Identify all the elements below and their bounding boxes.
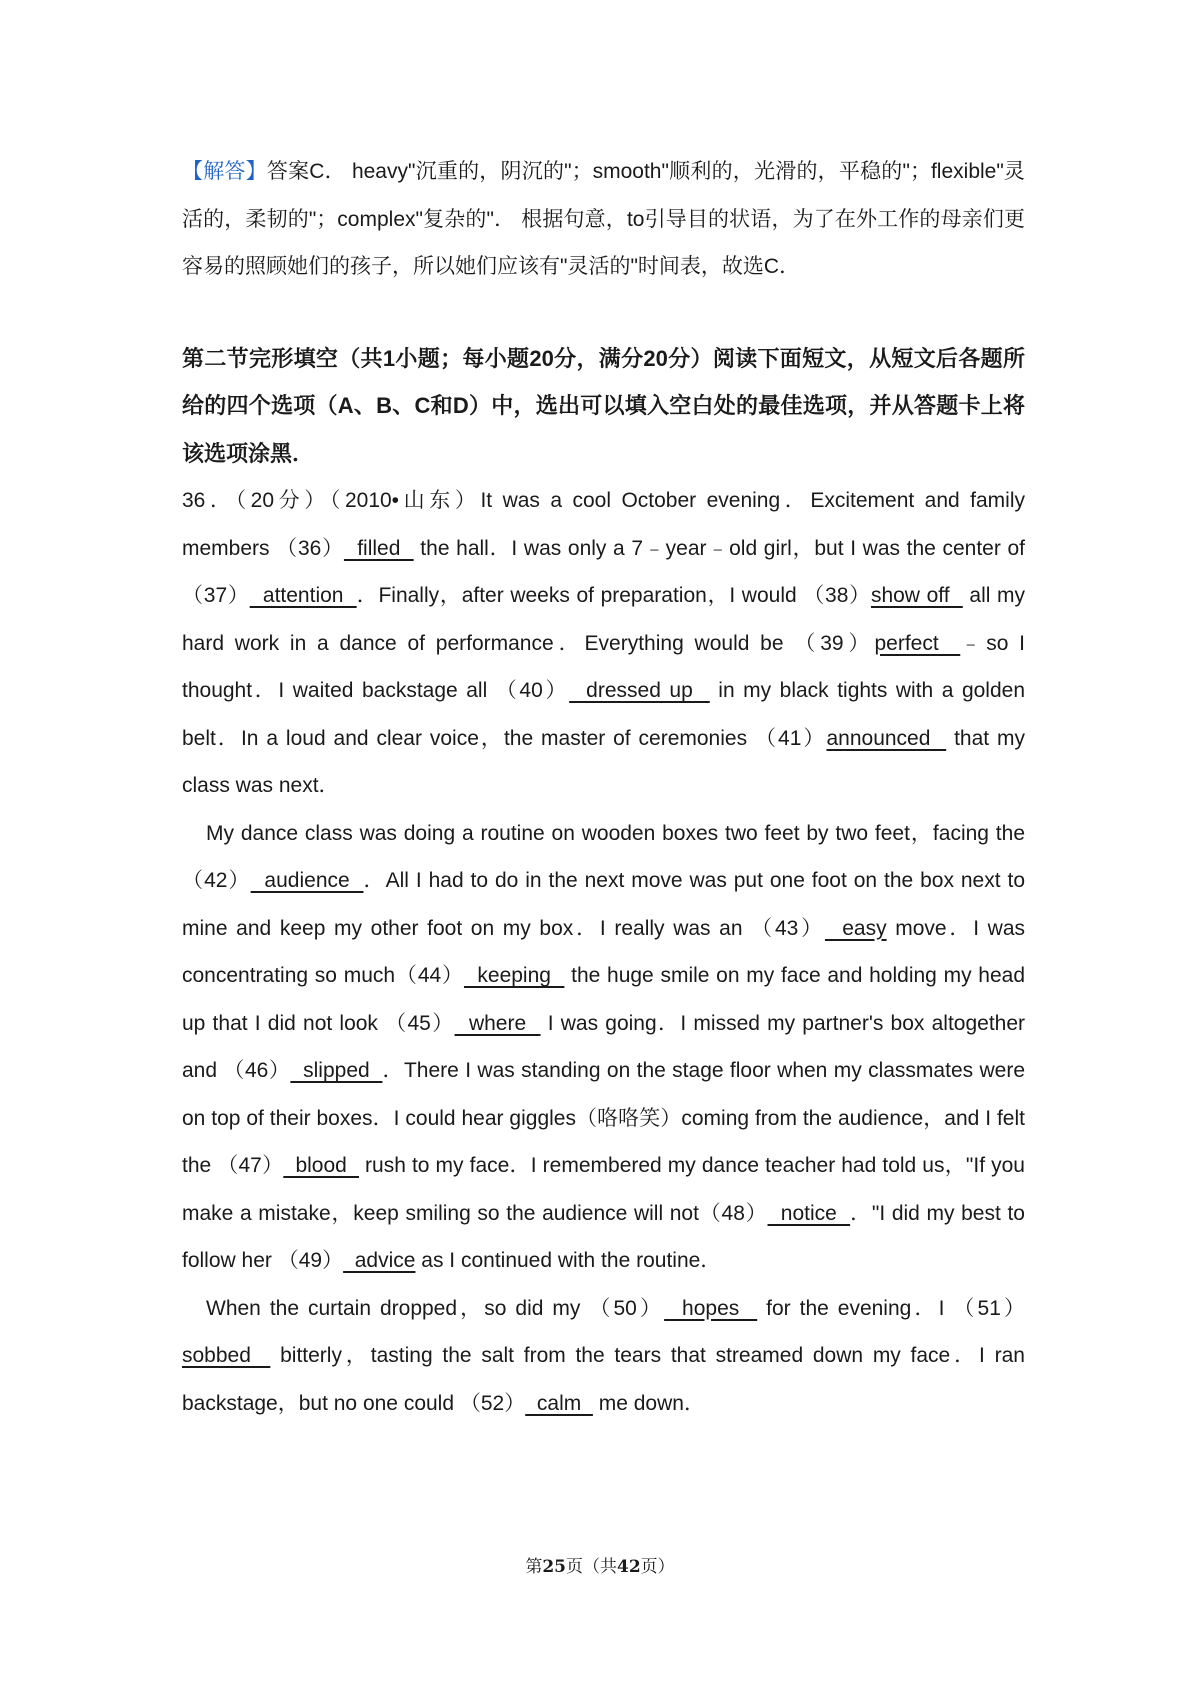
- answer-blank-51: sobbed: [182, 1344, 271, 1367]
- passage-text: When the curtain dropped，so did my （50）: [206, 1296, 665, 1320]
- answer-blank-38: show off: [870, 584, 963, 607]
- answer-blank-46: slipped: [290, 1059, 383, 1082]
- passage-text: as I continued with the routine．: [415, 1249, 722, 1272]
- passage-text: bitterly，tasting the salt from the tears that streamed down my face．I ran backstage，but no one could （52）: [182, 1344, 1025, 1415]
- answer-blank-47: blood: [283, 1154, 359, 1177]
- answer-blank-36: filled: [343, 536, 414, 560]
- passage-paragraph-2: [182, 810, 1025, 1285]
- answer-blank-40: dressed up: [569, 679, 710, 702]
- answer-blank-41: announced: [826, 726, 947, 750]
- passage-text: me down．: [592, 1391, 705, 1415]
- footer-text: 第: [525, 1557, 543, 1577]
- answer-blank-39: perfect: [874, 631, 961, 655]
- answer-blank-48: notice: [767, 1201, 851, 1225]
- passage-text: I was going．I missed my partner's box altogether and （46）: [182, 1011, 1026, 1082]
- footer-text: 页（共: [566, 1557, 617, 1577]
- answer-text: 答案C． heavy"沉重的，阴沉的"；smooth"顺利的，光滑的，平稳的"；flexible"灵活的，柔韧的"；complex"复杂的"． 根据句意，to引导目的状语，为了在外工作的母亲们更容易的照顾她们的孩子，所以她们应该有"灵活的"时间表，故选C．: [182, 160, 1026, 278]
- passage-text: for the evening．I （51）: [757, 1296, 1025, 1320]
- passage-text: 36．（20分）（2010•山东）It was a cool October evening．Excitement and family members （36）: [182, 489, 1025, 560]
- section-heading: 第二节完形填空（共1小题；每小题20分，满分20分）阅读下面短文，从短文后各题所给的四个选项（A、B、C和D）中，选出可以填入空白处的最佳选项，并从答题卡上将该选项涂黑．: [182, 345, 1025, 466]
- passage-text: that my class was next．: [182, 726, 1025, 797]
- answer-blank-49: advice: [343, 1249, 416, 1272]
- passage-text: ．"I did my best to follow her （49）: [182, 1201, 1025, 1272]
- passage-text: ．All I had to do in the next move was put one foot on the box next to mine and keep my other foot on my box．I really was an （43）: [182, 869, 1026, 940]
- passage-paragraph-3: [182, 1285, 1025, 1428]
- passage-text: ．Finally，after weeks of preparation，I would （38）: [356, 584, 871, 607]
- answer-blank-42: audience: [250, 869, 364, 892]
- current-page-number: 25: [542, 1557, 566, 1577]
- answer-blank-50: hopes: [664, 1296, 758, 1320]
- passage-text: ﹣so I thought．I waited backstage all （40）: [182, 631, 1025, 702]
- answer-blank-45: where: [454, 1011, 541, 1035]
- passage-text: ．There I was standing on the stage floor when my classmates were on top of their boxes．I could hear giggles（咯咯笑）coming from the audience，and I felt the （47）: [182, 1059, 1026, 1177]
- passage-text: My dance class was doing a routine on wooden boxes two feet by two feet，facing the （42）: [182, 821, 1025, 892]
- answer-tag: 【解答】: [182, 160, 267, 183]
- answer-blank-43: easy: [824, 916, 887, 940]
- answer-blank-37: attention: [249, 584, 357, 607]
- footer-text: 页）: [640, 1557, 675, 1577]
- answer-blank-44: keeping: [463, 964, 565, 987]
- page-footer: [0, 1552, 1200, 1577]
- passage-text: the hall．I was only a 7﹣year﹣old girl，but I was the center of （37）: [182, 536, 1026, 607]
- passage-text: all my hard work in a dance of performance．Everything would be （39）: [182, 584, 1026, 655]
- passage-paragraph-1: [182, 477, 1025, 810]
- passage-text: rush to my face．I remembered my dance teacher had told us，"If you make a mistake，keep smiling so the audience will not（48）: [182, 1154, 1025, 1225]
- passage-text: the huge smile on my face and holding my head up that I did not look （45）: [182, 964, 1026, 1035]
- passage-text: move．I was concentrating so much（44）: [182, 916, 1026, 987]
- answer-paragraph: [182, 148, 1025, 291]
- passage-text: in my black tights with a golden belt．In a loud and clear voice，the master of ceremonies （41）: [182, 679, 1026, 750]
- answer-blank-52: calm: [525, 1391, 593, 1415]
- total-page-count: 42: [617, 1557, 641, 1577]
- page-content: [182, 148, 1025, 1427]
